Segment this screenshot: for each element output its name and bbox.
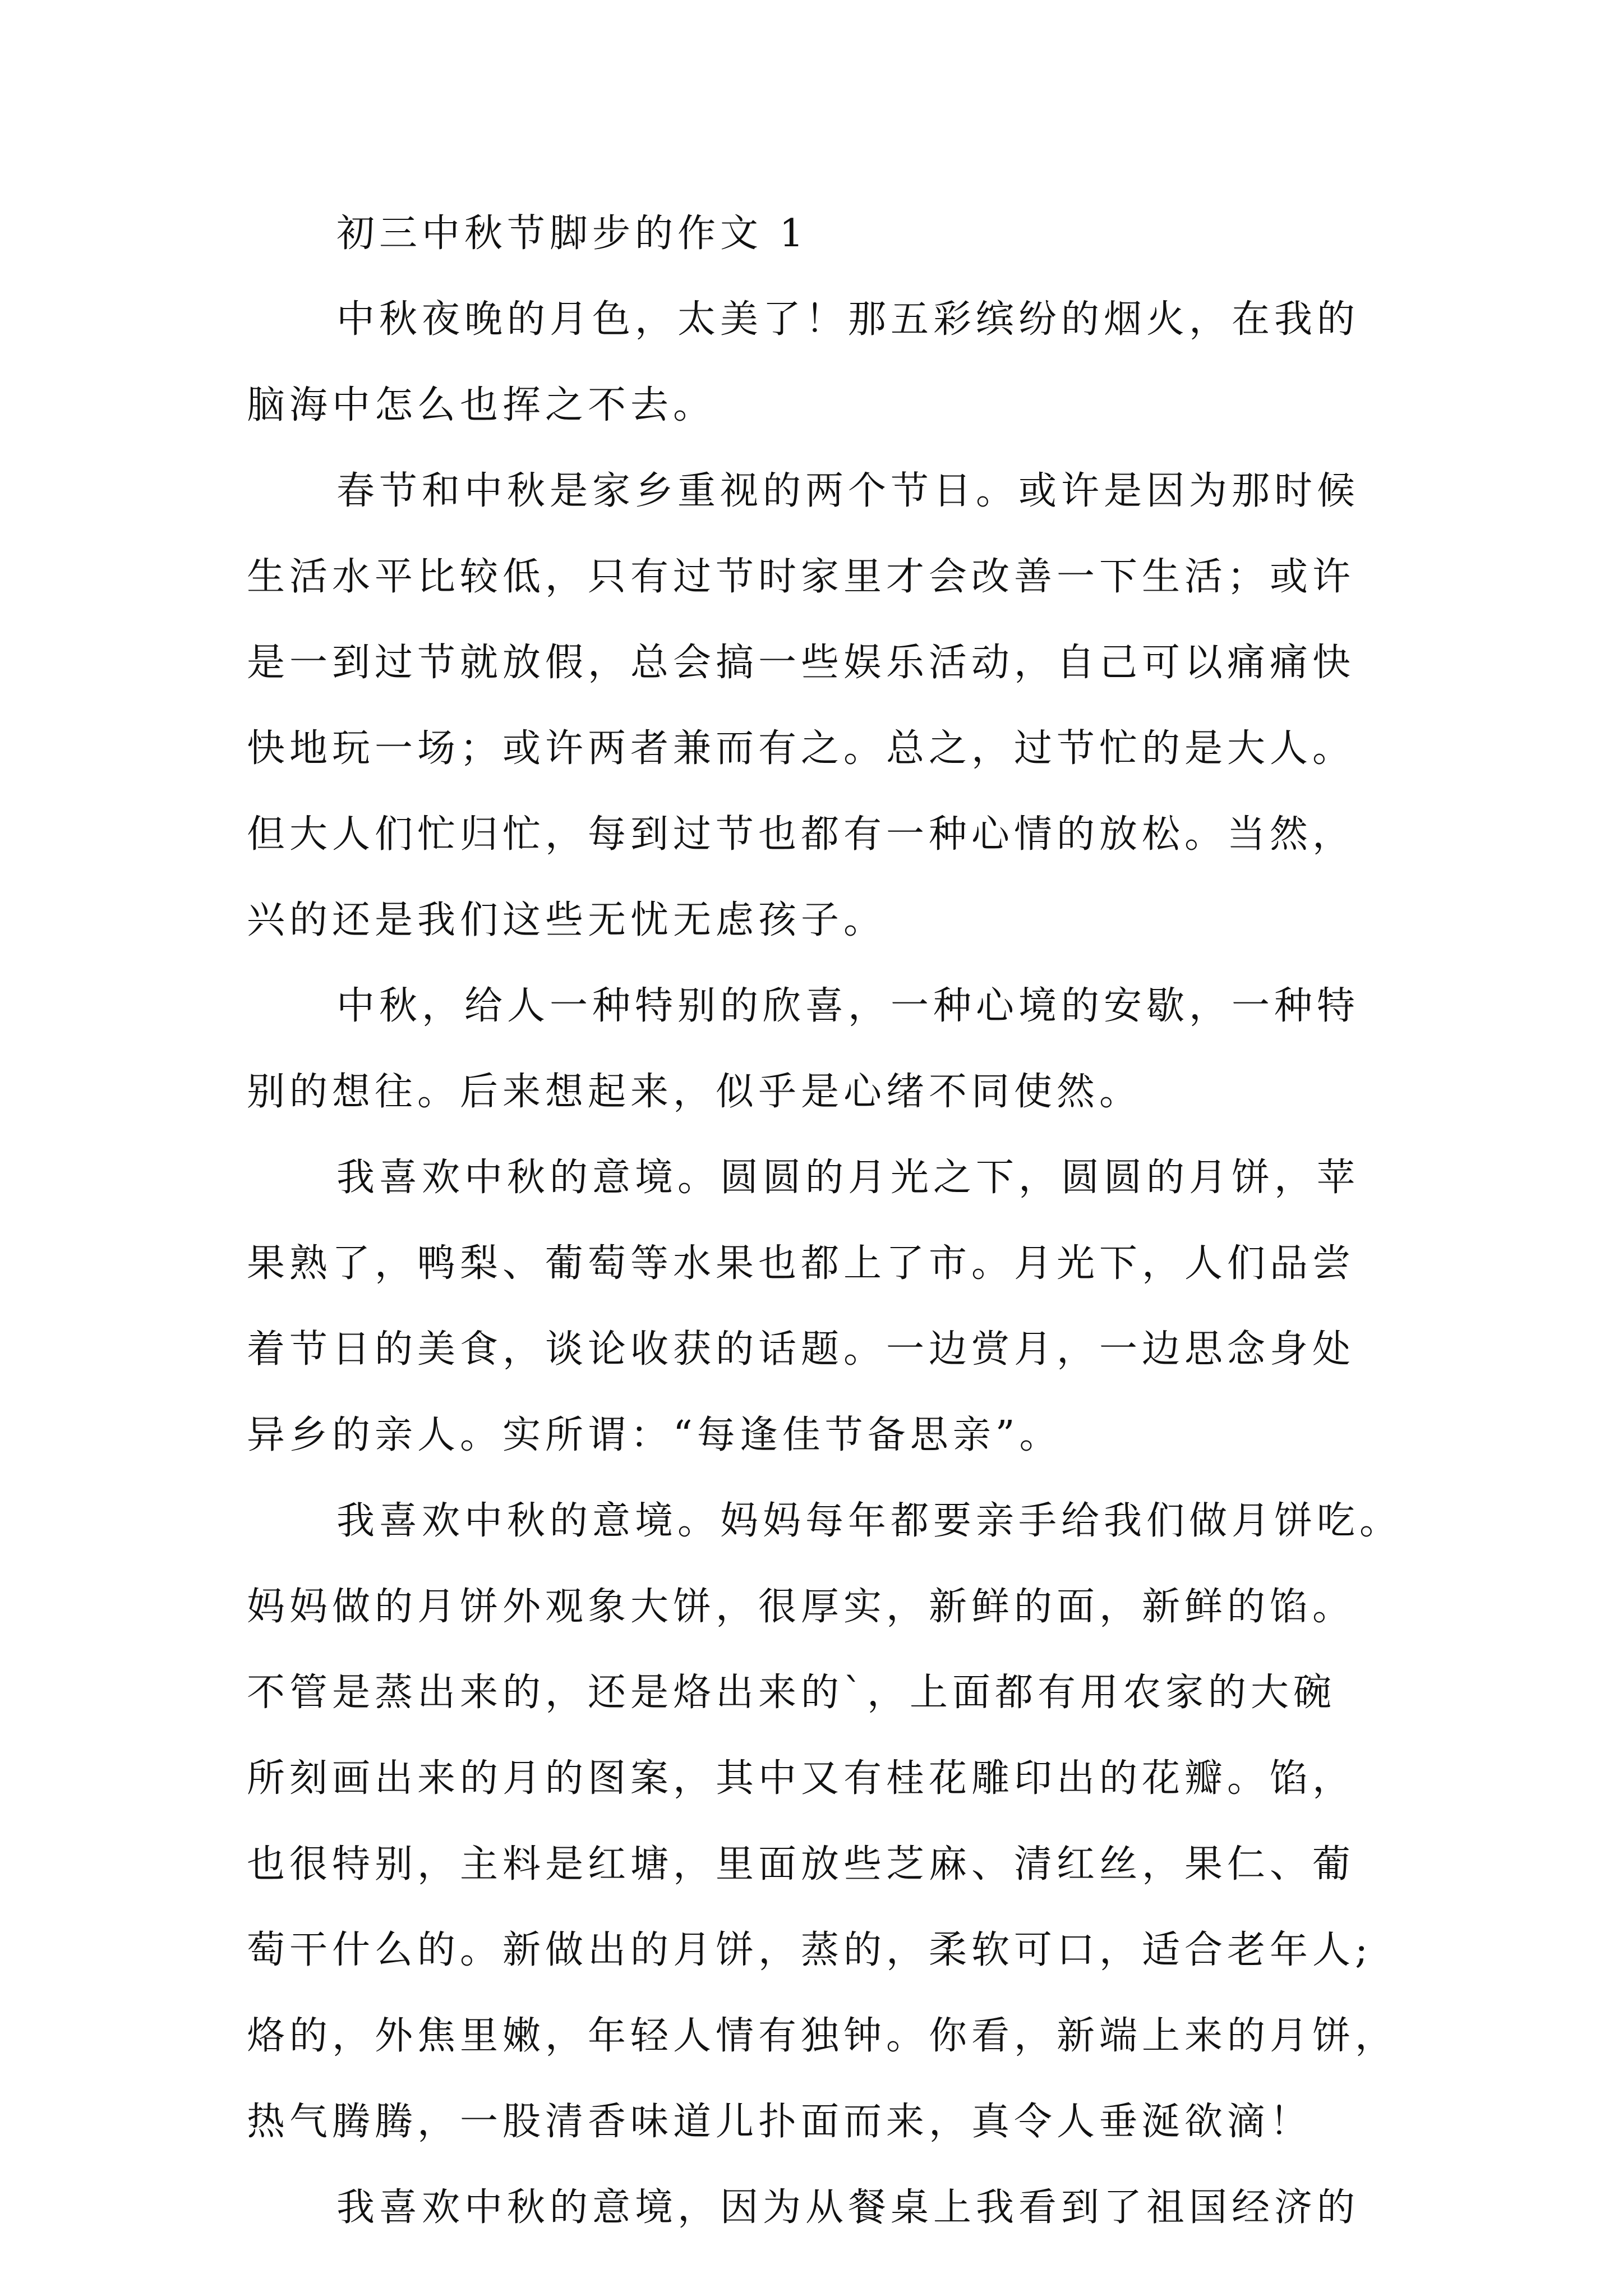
paragraph-line: 别的想往。后来想起来，似乎是心绪不同使然。 <box>247 1070 1142 1114</box>
paragraph-line: 所刻画出来的月的图案，其中又有桂花雕印出的花瓣。馅， <box>247 1756 1355 1801</box>
paragraph-line: 脑海中怎么也挥之不去。 <box>247 383 716 427</box>
paragraph-line: 我喜欢中秋的意境。圆圆的月光之下，圆圆的月饼，苹 <box>336 1156 1360 1200</box>
paragraph-line: 异乡的亲人。实所谓：“每逢佳节备思亲”。 <box>247 1413 1062 1457</box>
paragraph-line: 我喜欢中秋的意境，因为从餐桌上我看到了祖国经济的 <box>336 2185 1360 2230</box>
paragraph-line: 不管是蒸出来的，还是烙出来的`，上面都有用农家的大碗 <box>247 1671 1336 1715</box>
paragraph-line: 生活水平比较低，只有过节时家里才会改善一下生活；或许 <box>247 555 1355 599</box>
paragraph-line: 中秋夜晚的月色，太美了！那五彩缤纷的烟火，在我的 <box>336 297 1360 342</box>
document-title: 初三中秋节脚步的作文 1 <box>336 211 808 256</box>
paragraph-line: 烙的，外焦里嫩，年轻人情有独钟。你看，新端上来的月饼， <box>247 2014 1398 2058</box>
paragraph-line: 着节日的美食，谈论收获的话题。一边赏月，一边思念身处 <box>247 1327 1355 1372</box>
paragraph-line: 妈妈做的月饼外观象大饼，很厚实，新鲜的面，新鲜的馅。 <box>247 1585 1355 1629</box>
paragraph-line: 也很特别，主料是红塘，里面放些芝麻、清红丝，果仁、葡 <box>247 1842 1355 1887</box>
paragraph-line: 我喜欢中秋的意境。妈妈每年都要亲手给我们做月饼吃。 <box>336 1499 1403 1543</box>
paragraph-line: 春节和中秋是家乡重视的两个节日。或许是因为那时候 <box>336 469 1360 513</box>
paragraph-line: 但大人们忙归忙，每到过节也都有一种心情的放松。当然， <box>247 812 1355 857</box>
paragraph-line: 果熟了，鸭梨、葡萄等水果也都上了市。月光下，人们品尝 <box>247 1241 1355 1286</box>
paragraph-line: 兴的还是我们这些无忧无虑孩子。 <box>247 898 887 942</box>
document-body <box>247 191 1403 2251</box>
paragraph-line: 快地玩一场；或许两者兼而有之。总之，过节忙的是大人。 <box>247 726 1355 771</box>
paragraph-line: 热气腾腾，一股清香味道儿扑面而来，真令人垂涎欲滴！ <box>247 2100 1313 2144</box>
paragraph-line: 中秋，给人一种特别的欣喜，一种心境的安歇，一种特 <box>336 984 1360 1028</box>
paragraph-line: 是一到过节就放假，总会搞一些娱乐活动，自己可以痛痛快 <box>247 641 1355 685</box>
paragraph-line: 萄干什么的。新做出的月饼，蒸的，柔软可口，适合老年人; <box>247 1928 1372 1972</box>
